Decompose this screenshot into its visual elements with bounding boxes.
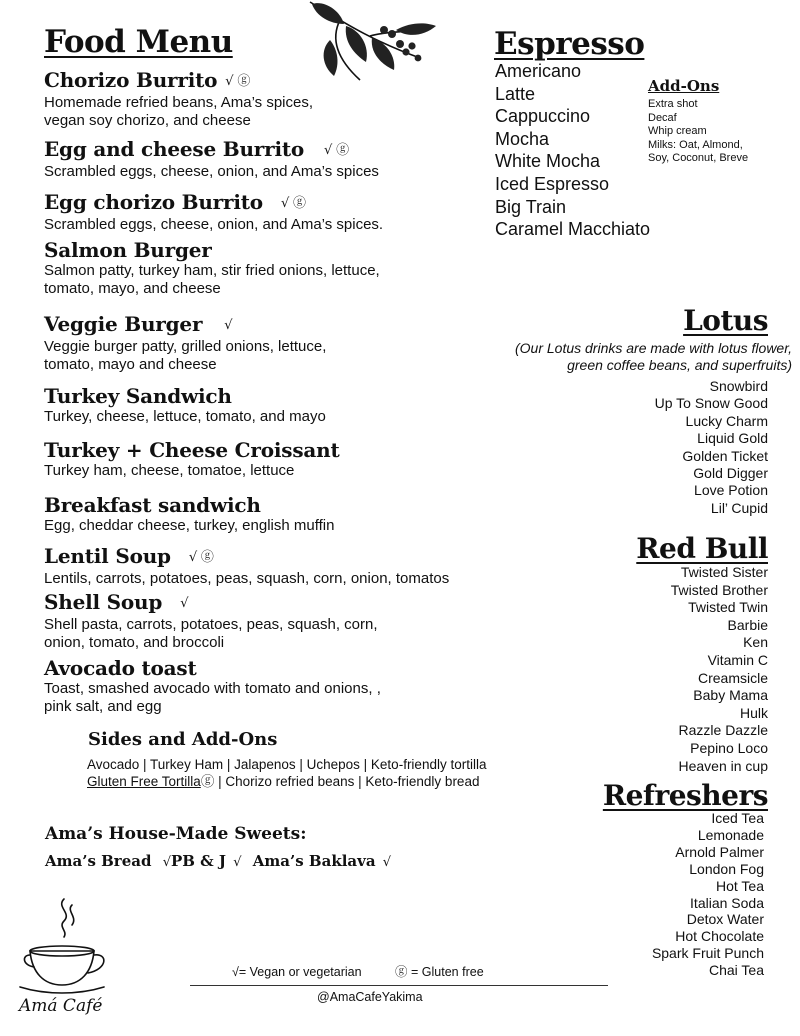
lotus-item: Golden Ticket [682, 447, 768, 464]
espresso-item: Americano [495, 61, 582, 81]
addon-item: Soy, Coconut, Breve [648, 152, 749, 165]
redbull-item: Ken [743, 634, 768, 651]
item-name: Breakfast sandwich [44, 493, 261, 517]
espresso-title: Espresso [494, 26, 645, 62]
cafe-logo-text: Amá Café [19, 996, 103, 1016]
menu-item [44, 238, 380, 298]
redbull-item: Baby Mama [693, 687, 768, 704]
espresso-item: Big Train [495, 196, 567, 217]
refreshers-title: Refreshers [602, 779, 768, 812]
redbull-item: Barbie [727, 616, 768, 633]
refresher-item: Lemonade [697, 826, 764, 843]
item-description: tomato, mayo and cheese [44, 355, 217, 373]
sides-line: Avocado | Turkey Ham | Jalapenos | Uchepos | Keto-friendly tortilla [87, 757, 487, 772]
diet-marks: √ [180, 595, 189, 611]
gluten-free-tortilla: Gluten Free Tortilla [87, 774, 201, 789]
item-description: Egg, cheddar cheese, turkey, english muffin [44, 517, 335, 534]
refresher-item: London Fog [689, 860, 764, 877]
espresso-item: Cappuccino [495, 106, 591, 127]
diet-marks: √ ⓖ [280, 195, 306, 211]
item-description: Veggie burger patty, grilled onions, lettuce, [44, 337, 327, 355]
vegan-mark: √ [233, 854, 242, 870]
item-description: Homemade refried beans, Ama’s spices, [44, 93, 314, 111]
refresher-item: Hot Tea [716, 877, 764, 894]
item-description: Shell pasta, carrots, potatoes, peas, squash, corn, [44, 615, 378, 633]
redbull-item: Heaven in cup [678, 757, 768, 774]
redbull-title: Red Bull [636, 532, 768, 565]
menu-item [44, 656, 381, 716]
redbull-item: Twisted Sister [680, 564, 768, 580]
item-name: Turkey Sandwich [44, 384, 232, 408]
lotus-title: Lotus [683, 304, 768, 337]
lotus-item: Liquid Gold [697, 430, 768, 447]
lotus-note-line: green coffee beans, and superfruits) [567, 357, 792, 374]
espresso-item: Mocha [495, 128, 550, 149]
sweet-item: PB & J [170, 852, 227, 870]
menu-item [44, 312, 326, 374]
social-handle: @AmaCafeYakima [317, 990, 423, 1004]
addon-item: Whip cream [648, 125, 707, 138]
sweets-title: Ama’s House-Made Sweets: [45, 824, 307, 844]
espresso-list [495, 60, 650, 241]
item-name: Veggie Burger [44, 312, 203, 336]
menu-item [44, 493, 334, 535]
item-name: Lentil Soup [44, 544, 171, 568]
item-name: Egg chorizo Burrito [44, 190, 263, 214]
vegan-legend-mark: √ [232, 965, 239, 979]
coffee-cup-logo-icon [16, 895, 108, 1000]
item-description: Scrambled eggs, cheese, onion, and Ama’s spices. [44, 215, 384, 233]
menu-item [44, 384, 326, 426]
lotus-list [655, 378, 768, 517]
vegan-mark: √ [162, 854, 171, 870]
vegan-legend-text: = Vegan or vegetarian [238, 965, 362, 979]
coffee-branch-illustration [300, 0, 440, 92]
lotus-item: Love Potion [694, 482, 768, 499]
diet-marks: √ ⓖ [324, 142, 349, 158]
item-description: Lentils, carrots, potatoes, peas, squash, corn, onion, tomatos [44, 569, 450, 587]
refresher-item: Hot Chocolate [675, 928, 764, 945]
menu-item [44, 190, 383, 234]
lotus-item: Lil’ Cupid [710, 499, 768, 516]
item-description: onion, tomato, and broccoli [44, 633, 225, 651]
sides-rest: | Chorizo refried beans | Keto-friendly bread [214, 774, 480, 789]
lotus-note [515, 340, 792, 375]
refresher-item: Arnold Palmer [675, 843, 764, 860]
item-description: tomato, mayo, and cheese [44, 280, 221, 297]
menu-item [44, 438, 340, 480]
menu-item [44, 544, 449, 588]
lotus-item: Lucky Charm [685, 412, 768, 429]
redbull-list [671, 564, 768, 775]
diet-marks: √ ⓖ [225, 73, 251, 89]
gluten-free-legend-text: = Gluten free [411, 965, 484, 979]
vegan-mark: √ [382, 854, 392, 870]
item-description: Toast, smashed avocado with tomato and onions, , [44, 680, 381, 697]
redbull-item: Hulk [739, 704, 768, 721]
lotus-item: Gold Digger [693, 465, 768, 482]
addons-list [648, 98, 748, 166]
redbull-item: Razzle Dazzle [678, 722, 768, 739]
item-name: Shell Soup [44, 590, 163, 614]
lotus-item: Snowbird [709, 378, 768, 394]
redbull-item: Vitamin C [707, 651, 768, 668]
sweets-line [45, 852, 391, 870]
addon-item: Milks: Oat, Almond, [648, 138, 743, 151]
espresso-item: White Mocha [495, 151, 601, 172]
refresher-item: Spark Fruit Punch [651, 945, 764, 962]
item-description: Turkey, cheese, lettuce, tomato, and mayo [44, 408, 326, 425]
item-description: vegan soy chorizo, and cheese [44, 111, 251, 129]
legend [232, 962, 484, 980]
sweet-item: Ama’s Bread [45, 852, 152, 870]
redbull-item: Creamsicle [697, 669, 768, 686]
item-name: Avocado toast [44, 656, 197, 680]
gluten-free-legend-icon: ⓖ [395, 965, 408, 979]
menu-item [44, 137, 379, 181]
redbull-item: Pepino Loco [690, 739, 768, 756]
item-name: Chorizo Burrito [44, 68, 218, 92]
diet-marks: √ ⓖ [188, 549, 214, 565]
food-menu-title: Food Menu [44, 24, 233, 60]
addon-item: Decaf [648, 111, 677, 124]
lotus-note-line: (Our Lotus drinks are made with lotus flower, [514, 340, 792, 356]
redbull-item: Twisted Twin [688, 599, 768, 616]
refresher-item: Iced Tea [711, 810, 764, 826]
espresso-item: Latte [495, 83, 536, 104]
addon-item: Extra shot [648, 98, 698, 110]
sides-line [87, 773, 479, 790]
refresher-item: Chai Tea [708, 962, 764, 979]
item-name: Salmon Burger [44, 238, 212, 262]
menu-item [44, 68, 313, 130]
addons-title: Add-Ons [648, 77, 720, 95]
redbull-item: Twisted Brother [670, 581, 768, 598]
item-description: pink salt, and egg [44, 698, 162, 715]
item-description: Salmon patty, turkey ham, stir fried onions, lettuce, [44, 262, 380, 279]
sides-title: Sides and Add-Ons [88, 729, 278, 750]
espresso-item: Iced Espresso [495, 173, 610, 194]
sweet-item: Ama’s Baklava [252, 852, 376, 870]
refresher-item: Detox Water [686, 911, 764, 928]
espresso-item: Caramel Macchiato [495, 219, 651, 240]
lotus-item: Up To Snow Good [654, 395, 768, 412]
item-description: Turkey ham, cheese, tomatoe, lettuce [44, 462, 295, 479]
gluten-free-icon: ⓖ [200, 774, 215, 789]
refresher-item: Italian Soda [690, 894, 764, 911]
footer-divider [190, 985, 608, 986]
menu-item [44, 590, 378, 652]
item-name: Egg and cheese Burrito [44, 137, 305, 161]
diet-marks: √ [224, 317, 233, 333]
item-description: Scrambled eggs, cheese, onion, and Ama’s spices [44, 162, 379, 180]
item-name: Turkey + Cheese Croissant [44, 438, 340, 462]
refreshers-list [652, 810, 764, 979]
